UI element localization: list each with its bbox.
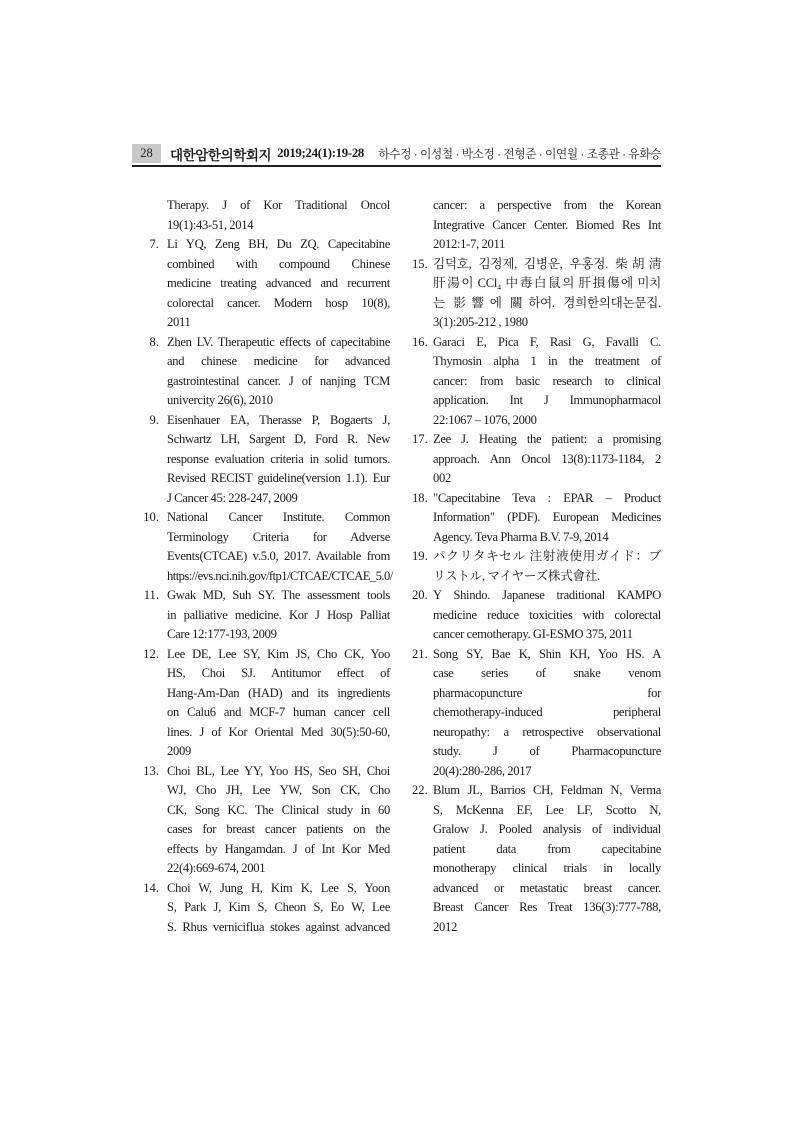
reference-number: 18.: [412, 490, 428, 505]
reference-item: [412, 333, 661, 431]
reference-line: J Cancer 45: 228-247, 2009: [167, 490, 298, 505]
reference-line: Garaci E, Pica F, Rasi G, Favalli C.: [433, 334, 661, 349]
reference-line: 2011: [167, 315, 191, 329]
reference-line: Thymosin alpha 1 in the treatment of: [433, 354, 661, 368]
reference-number: 17.: [412, 432, 428, 446]
reference-line: Events(CTCAE) v.5.0, 2017. Available from: [167, 549, 390, 563]
reference-line: Gwak MD, Suh SY. The assessment tools: [167, 588, 390, 602]
reference-number: 16.: [412, 334, 428, 349]
reference-line: Agency. Teva Pharma B.V. 7-9, 2014: [433, 529, 609, 544]
reference-body: [167, 879, 390, 938]
reference-line: monotherapy clinical trials in locally: [433, 861, 661, 875]
reference-line: Zee J. Heating the patient: a promising: [433, 432, 661, 446]
reference-number: 22.: [412, 783, 428, 797]
reference-line: cancer cemotherapy. GI-ESMO 375, 2011: [433, 627, 633, 641]
reference-line: Zhen LV. Therapeutic effects of capecitabine: [167, 334, 390, 349]
reference-line: Choi BL, Lee YY, Yoo HS, Seo SH, Choi: [167, 763, 390, 778]
reference-line: patient data from capecitabine: [433, 841, 661, 856]
reference-line: CK, Song KC. The Clinical study in 60: [167, 802, 390, 817]
reference-line: Gralow J. Pooled analysis of individual: [433, 822, 661, 836]
reference-item: [139, 235, 390, 333]
reference-line: Hang-Am-Dan (HAD) and its ingredients: [167, 685, 390, 700]
reference-line: Song SY, Bae K, Shin KH, Yoo HS. A: [433, 646, 661, 661]
reference-body: [167, 235, 390, 333]
reference-item: [139, 586, 390, 645]
reference-body: [167, 586, 390, 645]
reference-body: [433, 333, 661, 431]
reference-number: 13.: [143, 763, 159, 778]
reference-line: and chinese medicine for advanced: [167, 354, 390, 368]
reference-line: 2012:1-7, 2011: [433, 237, 505, 251]
reference-item: [139, 411, 390, 509]
reference-line: パクリタキセル 注射液使用ガイド：ブ: [433, 549, 661, 563]
reference-number: 19.: [412, 549, 428, 563]
reference-line: Choi W, Jung H, Kim K, Lee S, Yoon: [167, 880, 390, 895]
reference-item: [139, 196, 390, 235]
journal-title: 대한암한의학회지: [170, 147, 272, 163]
references-section: [139, 196, 661, 937]
reference-line: 20(4):280-286, 2017: [433, 763, 532, 778]
reference-item: [412, 430, 661, 489]
reference-line: 는 影響에 關하여. 경희한의대논문집.: [433, 295, 661, 310]
reference-line: HS, Choi SJ. Antitumor effect of: [167, 666, 390, 680]
reference-line: Lee DE, Lee SY, Kim JS, Cho CK, Yoo: [167, 646, 390, 661]
reference-line: リストル, マイヤーズ株式會社.: [433, 568, 600, 583]
reference-line: response evaluation criteria in solid tumors.: [167, 451, 390, 466]
reference-line: cancer: a perspective from the Korean: [433, 198, 661, 212]
reference-line: Terminology Criteria for Adverse: [167, 529, 390, 544]
reference-line: on Calu6 and MCF-7 human cancer cell: [167, 705, 390, 719]
reference-item: [139, 333, 390, 411]
reference-line: approach. Ann Oncol 13(8):1173-1184, 2: [433, 451, 661, 466]
reference-line: 肝湯이 CCl₄ 中毒白鼠의 肝損傷에 미치: [433, 276, 661, 290]
reference-line: Therapy. J of Kor Traditional Oncol: [167, 198, 390, 212]
reference-item: [412, 781, 661, 937]
reference-number: 9.: [149, 412, 159, 427]
reference-line: application. Int J Immunopharmacol: [433, 393, 661, 407]
reference-item: [412, 196, 661, 255]
reference-line: advanced or metastatic breast cancer.: [433, 880, 661, 895]
reference-line: lines. J of Kor Oriental Med 30(5):50-60,: [167, 724, 390, 739]
reference-line: Schwartz LH, Sargent D, Ford R. New: [167, 432, 390, 446]
reference-body: [167, 196, 390, 235]
reference-body: [433, 547, 661, 586]
reference-line: 002: [433, 471, 451, 485]
reference-body: [433, 196, 661, 255]
reference-body: [433, 489, 661, 548]
reference-body: [167, 411, 390, 509]
reference-body: [433, 255, 661, 333]
reference-line: in palliative medicine. Kor J Hosp Palliat: [167, 607, 390, 622]
reference-line: WJ, Cho JH, Lee YW, Son CK, Cho: [167, 783, 390, 797]
reference-line: combined with compound Chinese: [167, 256, 390, 271]
reference-line: Y Shindo. Japanese traditional KAMPO: [433, 588, 661, 602]
reference-item: [139, 879, 390, 938]
reference-line: Eisenhauer EA, Therasse P, Bogaerts J,: [167, 412, 390, 427]
reference-line: cancer: from basic research to clinical: [433, 373, 661, 388]
author-list: 하수정 · 이성철 · 박소정 · 전형준 · 이연월 · 조종관 · 유화승: [378, 147, 661, 161]
references-column-right: [412, 196, 661, 937]
reference-item: [412, 489, 661, 548]
reference-item: [139, 645, 390, 762]
reference-line: Revised RECIST guideline(version 1.1). Eur: [167, 471, 390, 485]
reference-line: medicine treating advanced and recurrent: [167, 276, 390, 290]
reference-number: 10.: [143, 510, 159, 524]
reference-item: [412, 547, 661, 586]
reference-line: 19(1):43-51, 2014: [167, 217, 254, 232]
reference-item: [412, 645, 661, 782]
reference-line: chemotherapy-induced peripheral: [433, 705, 661, 719]
reference-number: 7.: [149, 237, 159, 251]
reference-line: pharmacopuncture for: [433, 685, 661, 700]
reference-line: S. Rhus verniciflua stokes against advanced: [167, 919, 390, 934]
reference-line: univercity 26(6), 2010: [167, 393, 273, 407]
reference-body: [433, 645, 661, 782]
reference-line: neuropathy: a retrospective observational: [433, 724, 661, 739]
reference-line: https://evs.nci.nih.gov/ftp1/CTCAE/CTCAE_5.0/: [167, 568, 393, 583]
page-number: 28: [140, 146, 153, 160]
reference-item: [139, 762, 390, 879]
reference-body: [167, 333, 390, 411]
reference-line: colorectal cancer. Modern hosp 10(8),: [167, 295, 390, 310]
page-header: [132, 142, 661, 167]
reference-line: 22(4):669-674, 2001: [167, 861, 266, 875]
reference-line: S, McKenna EF, Lee LF, Scotto N,: [433, 802, 661, 817]
page-number-badge: [132, 144, 161, 163]
reference-line: 22:1067 – 1076, 2000: [433, 412, 537, 427]
reference-line: gastrointestinal cancer. J of nanjing TCM: [167, 373, 390, 388]
reference-line: medicine reduce toxicities with colorectal: [433, 607, 661, 622]
journal-citation: 2019;24(1):19-28: [277, 146, 365, 160]
reference-line: Information" (PDF). European Medicines: [433, 510, 661, 524]
reference-number: 12.: [143, 646, 159, 661]
reference-body: [433, 586, 661, 645]
reference-line: "Capecitabine Teva : EPAR – Product: [433, 490, 661, 505]
reference-item: [412, 255, 661, 333]
reference-number: 11.: [143, 588, 159, 602]
reference-number: 21.: [412, 646, 428, 661]
reference-line: 2009: [167, 744, 191, 758]
reference-line: 김덕호, 김정제, 김병운, 우홍정. 柴胡淸: [433, 256, 661, 271]
reference-item: [139, 508, 393, 586]
reference-body: [167, 508, 393, 586]
reference-line: Blum JL, Barrios CH, Feldman N, Verma: [433, 783, 661, 797]
reference-number: 20.: [412, 588, 428, 602]
references-column-left: [139, 196, 393, 937]
reference-line: case series of snake venom: [433, 666, 661, 680]
reference-body: [167, 762, 390, 879]
reference-line: S, Park J, Kim S, Cheon S, Eo W, Lee: [167, 900, 390, 914]
reference-line: Care 12:177-193, 2009: [167, 627, 277, 641]
reference-line: Integrative Cancer Center. Biomed Res Int: [433, 217, 661, 232]
reference-body: [167, 645, 390, 762]
reference-line: Li YQ, Zeng BH, Du ZQ. Capecitabine: [167, 237, 390, 251]
reference-number: 8.: [149, 334, 159, 349]
reference-line: 2012: [433, 919, 457, 934]
reference-body: [433, 430, 661, 489]
reference-line: cases for breast cancer patients on the: [167, 822, 390, 836]
reference-line: study. J of Pharmacopuncture: [433, 744, 661, 758]
reference-line: 3(1):205-212 , 1980: [433, 315, 528, 329]
reference-line: National Cancer Institute. Common: [167, 510, 390, 524]
reference-body: [433, 781, 661, 937]
reference-number: 15.: [412, 256, 428, 271]
reference-line: Breast Cancer Res Treat 136(3):777-788,: [433, 900, 661, 914]
reference-line: effects by Hangamdan. J of Int Kor Med: [167, 841, 390, 856]
reference-item: [412, 586, 661, 645]
reference-number: 14.: [143, 880, 159, 895]
